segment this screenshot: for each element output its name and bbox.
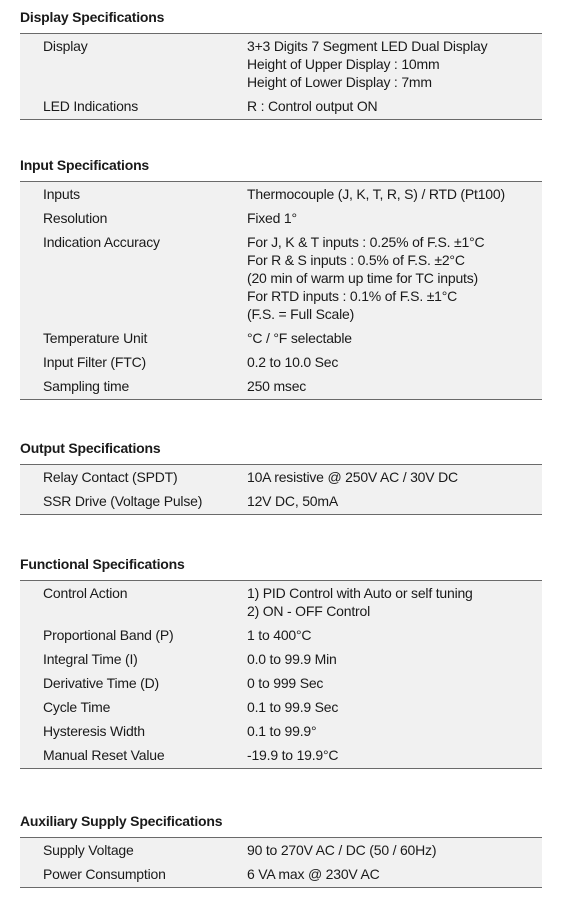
- spec-label: Cycle Time: [43, 699, 111, 715]
- spec-value-line: For R & S inputs : 0.5% of F.S. ±2°C: [247, 252, 465, 268]
- spec-row-temperature-unit: [20, 329, 542, 347]
- spec-value: [247, 584, 542, 620]
- section-title: Display Specifications: [20, 9, 165, 25]
- spec-label: Integral Time (I): [43, 651, 138, 667]
- spec-table: [20, 837, 542, 888]
- spec-label: Display: [43, 38, 88, 54]
- spec-value: [247, 626, 542, 644]
- spec-row-derivative-time: [20, 674, 542, 692]
- spec-table: [20, 580, 542, 769]
- section-title: Auxiliary Supply Specifications: [20, 813, 223, 829]
- spec-value: [247, 865, 542, 883]
- spec-value: [247, 841, 542, 859]
- spec-label: Proportional Band (P): [43, 627, 174, 643]
- spec-value-line: 0.0 to 99.9 Min: [247, 651, 337, 667]
- spec-value-line: (F.S. = Full Scale): [247, 306, 355, 322]
- spec-value-line: 12V DC, 50mA: [247, 493, 338, 509]
- spec-value: [247, 37, 542, 91]
- spec-value: [247, 650, 542, 668]
- spec-label: Sampling time: [43, 378, 130, 394]
- spec-value-line: R : Control output ON: [247, 98, 378, 114]
- spec-value-line: °C / °F selectable: [247, 330, 352, 346]
- spec-value: [247, 674, 542, 692]
- spec-value: [247, 468, 542, 486]
- spec-row-led-indications: [20, 97, 542, 115]
- spec-value: [247, 353, 542, 371]
- spec-label: Hysteresis Width: [43, 723, 145, 739]
- spec-value: [247, 377, 542, 395]
- spec-label: Relay Contact (SPDT): [43, 469, 178, 485]
- spec-value-line: 90 to 270V AC / DC (50 / 60Hz): [247, 842, 437, 858]
- spec-value-line: 1 to 400°C: [247, 627, 312, 643]
- spec-table: [20, 181, 542, 400]
- spec-row-relay-contact: [20, 468, 542, 486]
- spec-value: [247, 97, 542, 115]
- spec-label: Supply Voltage: [43, 842, 134, 858]
- output-specifications-section: [20, 439, 542, 515]
- spec-value-line: Height of Lower Display : 7mm: [247, 74, 432, 90]
- spec-label: Derivative Time (D): [43, 675, 159, 691]
- spec-label: Power Consumption: [43, 866, 166, 882]
- spec-row-hysteresis-width: [20, 722, 542, 740]
- spec-value-line: 1) PID Control with Auto or self tuning: [247, 585, 473, 601]
- spec-label: Resolution: [43, 210, 108, 226]
- spec-table: [20, 464, 542, 515]
- display-specifications-section: [20, 8, 542, 120]
- spec-row-input-filter: [20, 353, 542, 371]
- spec-label: SSR Drive (Voltage Pulse): [43, 493, 203, 509]
- spec-value-line: (20 min of warm up time for TC inputs): [247, 270, 478, 286]
- spec-label: Temperature Unit: [43, 330, 148, 346]
- spec-label: Indication Accuracy: [43, 234, 160, 250]
- spec-value: [247, 722, 542, 740]
- spec-row-ssr-drive: [20, 492, 542, 510]
- spec-value: [247, 746, 542, 764]
- auxiliary-supply-specifications-section: [20, 812, 542, 888]
- spec-label: Manual Reset Value: [43, 747, 165, 763]
- section-title: Functional Specifications: [20, 556, 185, 572]
- spec-value-line: 0.1 to 99.9°: [247, 723, 317, 739]
- spec-value: [247, 698, 542, 716]
- spec-table: [20, 33, 542, 120]
- spec-value-line: 10A resistive @ 250V AC / 30V DC: [247, 469, 458, 485]
- spec-row-power-consumption: [20, 865, 542, 883]
- spec-value-line: 6 VA max @ 230V AC: [247, 866, 380, 882]
- spec-value: [247, 492, 542, 510]
- functional-specifications-section: [20, 555, 542, 769]
- spec-value-line: For J, K & T inputs : 0.25% of F.S. ±1°C: [247, 234, 485, 250]
- spec-value-line: 250 msec: [247, 378, 307, 394]
- spec-value-line: 0 to 999 Sec: [247, 675, 324, 691]
- spec-label: Input Filter (FTC): [43, 354, 146, 370]
- spec-value-line: 0.2 to 10.0 Sec: [247, 354, 339, 370]
- spec-value-line: 0.1 to 99.9 Sec: [247, 699, 339, 715]
- spec-value-line: Height of Upper Display : 10mm: [247, 56, 440, 72]
- spec-value: [247, 185, 542, 203]
- spec-value-line: For RTD inputs : 0.1% of F.S. ±1°C: [247, 288, 458, 304]
- spec-value: [247, 209, 542, 227]
- section-title: Output Specifications: [20, 440, 161, 456]
- spec-value-line: 2) ON - OFF Control: [247, 603, 370, 619]
- spec-label: LED Indications: [43, 98, 139, 114]
- input-specifications-section: [20, 156, 542, 400]
- spec-row-integral-time: [20, 650, 542, 668]
- spec-row-control-action: [20, 584, 542, 620]
- spec-row-sampling-time: [20, 377, 542, 395]
- spec-row-proportional-band: [20, 626, 542, 644]
- spec-label: Inputs: [43, 186, 80, 202]
- spec-row-inputs: [20, 185, 542, 203]
- spec-label: Control Action: [43, 585, 128, 601]
- spec-row-manual-reset-value: [20, 746, 542, 764]
- spec-value: [247, 329, 542, 347]
- spec-value-line: -19.9 to 19.9°C: [247, 747, 339, 763]
- spec-row-display: [20, 37, 542, 91]
- section-title: Input Specifications: [20, 157, 150, 173]
- spec-value-line: Fixed 1°: [247, 210, 297, 226]
- spec-row-cycle-time: [20, 698, 542, 716]
- spec-value: [247, 233, 542, 323]
- spec-row-supply-voltage: [20, 841, 542, 859]
- spec-row-indication-accuracy: [20, 233, 542, 323]
- spec-row-resolution: [20, 209, 542, 227]
- spec-value-line: Thermocouple (J, K, T, R, S) / RTD (Pt100): [247, 186, 505, 202]
- spec-value-line: 3+3 Digits 7 Segment LED Dual Display: [247, 38, 488, 54]
